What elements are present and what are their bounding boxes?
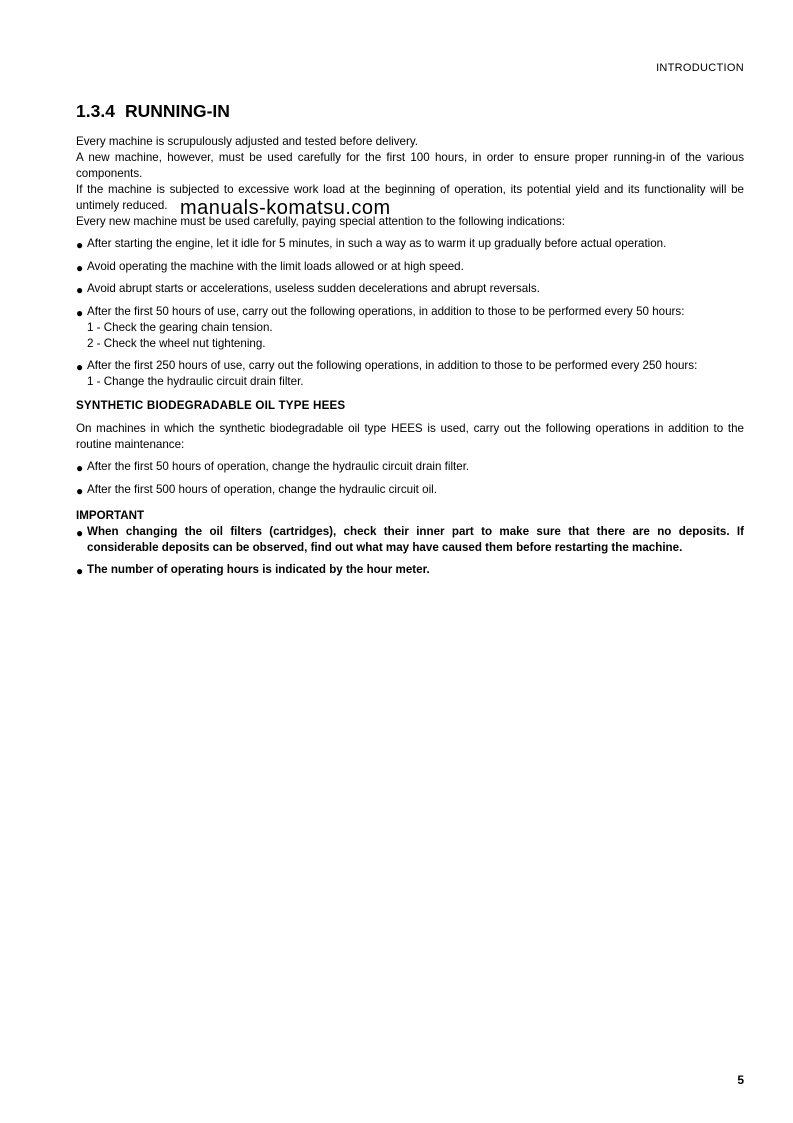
hees-paragraph: On machines in which the synthetic biodegradable oil type HEES is used, carry out the following operations in addition to the routine maintenance: bbox=[76, 422, 744, 451]
bullet-icon: ● bbox=[76, 260, 84, 275]
bullet-icon: ● bbox=[76, 283, 84, 297]
page-content bbox=[76, 100, 744, 585]
hees-heading: SYNTHETIC BIODEGRADABLE OIL TYPE HEES bbox=[76, 399, 346, 412]
list-item: ● The number of operating hours is indicated by the hour meter. bbox=[76, 563, 430, 578]
bullet-icon: ● bbox=[76, 564, 84, 578]
list-item: ● After the first 500 hours of operation, change the hydraulic circuit oil. bbox=[76, 482, 437, 498]
bullet-icon: ● bbox=[76, 525, 84, 540]
list-item: ● When changing the oil filters (cartridges), check their inner part to make sure that there are no deposits. If considerable deposits can be observed, find out what may have caused them before restarting the machine. bbox=[76, 524, 744, 554]
sub-item: 2 - Check the wheel nut tightening. bbox=[87, 336, 266, 350]
intro-paragraph: Every new machine must be used carefully, paying special attention to the following indications: bbox=[76, 215, 565, 228]
hees-list bbox=[76, 459, 744, 498]
intro-paragraph: If the machine is subjected to excessive work load at the beginning of operation, its potential yield and its functionality will be untimely reduced. bbox=[76, 183, 744, 212]
bullet-icon: ● bbox=[76, 305, 84, 320]
list-item: ● After the first 50 hours of use, carry out the following operations, in addition to those to be performed every 50 hours: 1 - Check the gearing chain tension. 2 - Check the wheel nut tightening. bbox=[76, 304, 744, 352]
list-item: ● Avoid operating the machine with the limit loads allowed or at high speed. bbox=[76, 259, 464, 275]
sub-item: 1 - Change the hydraulic circuit drain filter. bbox=[87, 375, 304, 388]
list-item: ● Avoid abrupt starts or accelerations, useless sudden decelerations and abrupt reversals. bbox=[76, 282, 540, 297]
bullet-icon: ● bbox=[76, 461, 84, 475]
list-item: ● After starting the engine, let it idle for 5 minutes, in such a way as to warm it up gradually before actual operation. bbox=[76, 237, 667, 252]
section-heading: RUNNING-IN bbox=[124, 101, 230, 121]
running-in-list bbox=[76, 236, 744, 390]
bullet-icon: ● bbox=[76, 360, 84, 374]
page-number: 5 bbox=[737, 1073, 744, 1087]
intro-paragraph: A new machine, however, must be used carefully for the first 100 hours, in order to ensure proper running-in of the various components. bbox=[76, 151, 744, 180]
important-list bbox=[76, 524, 744, 579]
bullet-icon: ● bbox=[76, 238, 84, 252]
watermark: manuals-komatsu.com bbox=[180, 197, 391, 219]
list-item: ● After the first 50 hours of operation, change the hydraulic circuit drain filter. bbox=[76, 460, 470, 475]
section-title bbox=[76, 100, 744, 122]
important-heading: IMPORTANT bbox=[76, 508, 145, 522]
intro-paragraph: Every machine is scrupulously adjusted and tested before delivery. bbox=[76, 135, 418, 148]
running-header: INTRODUCTION bbox=[656, 62, 744, 74]
sub-item: 1 - Check the gearing chain tension. bbox=[87, 320, 273, 334]
section-number: 1.3.4 bbox=[76, 101, 115, 121]
bullet-icon: ● bbox=[76, 483, 84, 498]
intro-paragraphs bbox=[76, 134, 744, 230]
list-item: ● After the first 250 hours of use, carry out the following operations, in addition to those to be performed every 250 hours: 1 - Change the hydraulic circuit drain filter. bbox=[76, 358, 744, 390]
